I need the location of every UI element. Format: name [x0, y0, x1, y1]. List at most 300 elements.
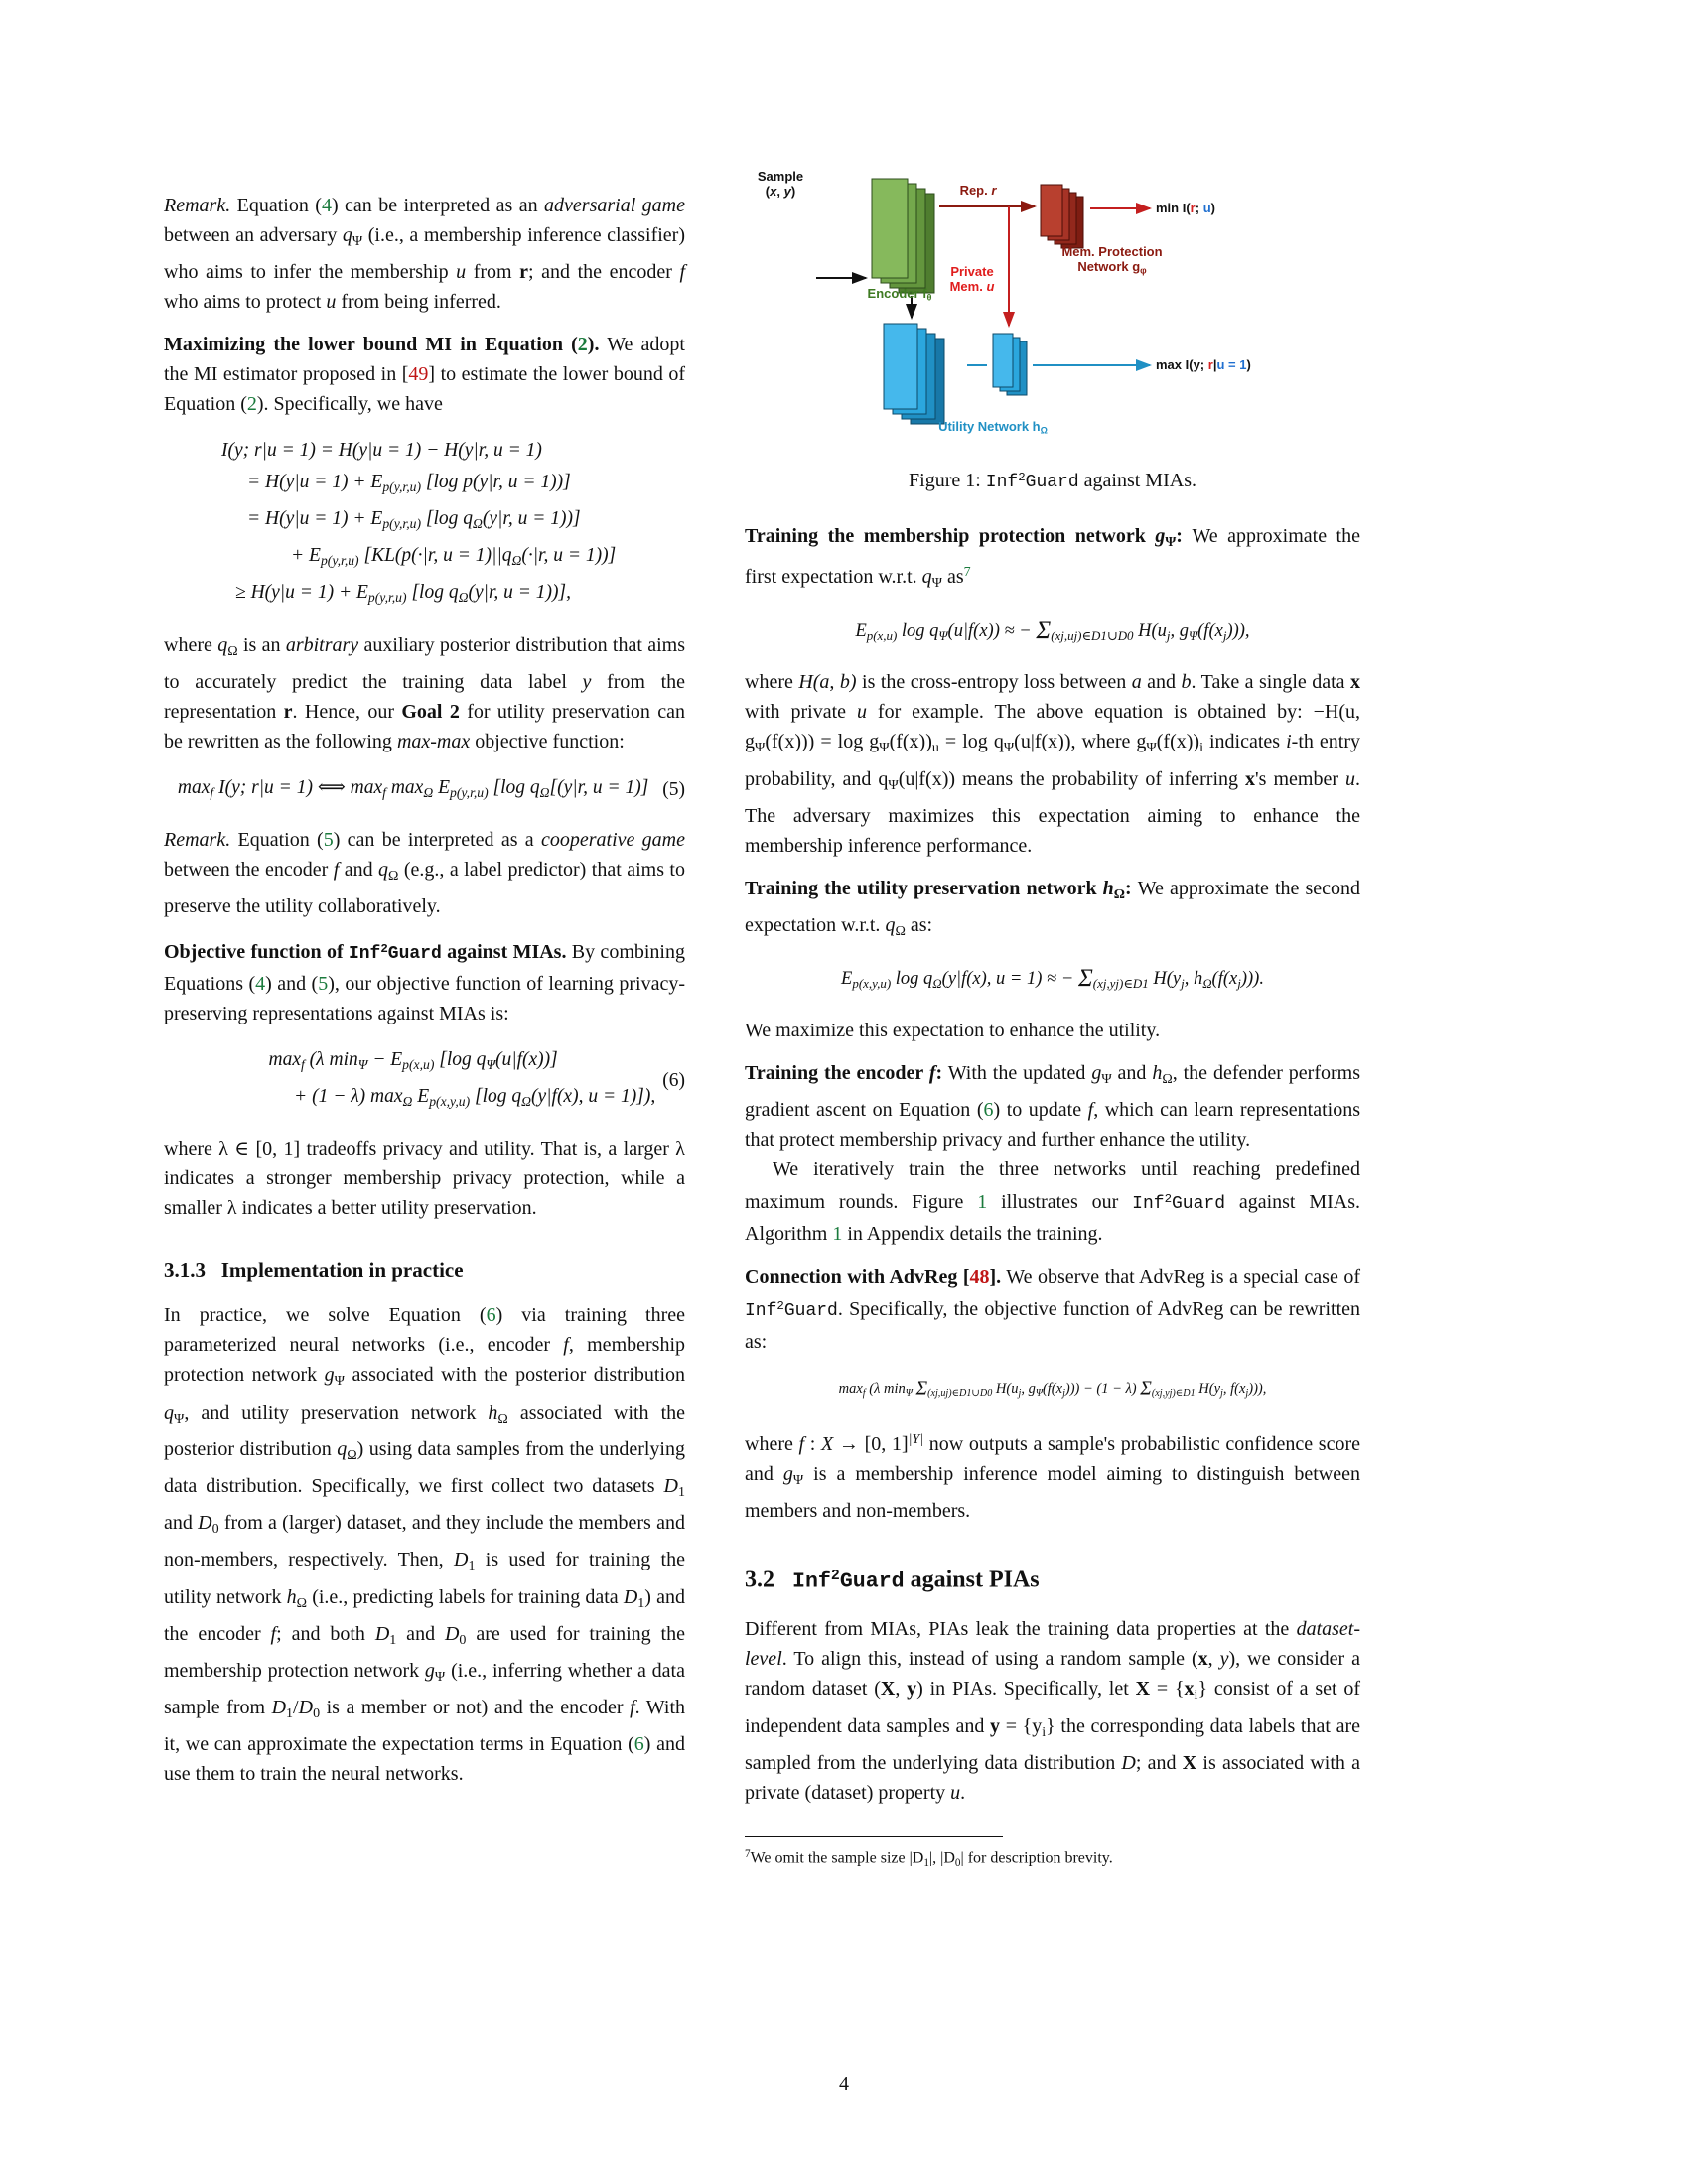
citation-link[interactable]: 49 — [408, 363, 429, 386]
text-run: and — [164, 1512, 199, 1535]
text-run: u — [456, 261, 467, 284]
text-run: , — [1207, 1648, 1220, 1671]
text-run: Σ — [915, 1378, 928, 1400]
paragraph-remark-1 — [164, 191, 685, 317]
paragraph-pias-intro — [745, 1614, 1360, 1807]
text-run: for utility preservation can be rewritten as the following — [164, 700, 686, 752]
utility-network-stack-icon — [884, 324, 944, 424]
text-run: D — [198, 1512, 212, 1535]
ref-link[interactable]: 5 — [323, 828, 334, 851]
ref-link[interactable]: 6 — [983, 1099, 994, 1122]
text-run: , the defender performs gradient ascent on Equation ( — [745, 1062, 1360, 1122]
membership-protection-label-line1 — [1043, 244, 1182, 259]
text-run: Ψ — [357, 1057, 368, 1073]
text-run: 2 — [776, 1299, 784, 1314]
text-run: p(x,y,u) — [429, 1094, 471, 1110]
paragraph-where-q-omega — [164, 630, 685, 756]
text-run: 0 — [459, 1632, 467, 1648]
text-run: . To align this, instead of using a random sample ( — [781, 1648, 1198, 1671]
text-run: y — [783, 184, 791, 199]
text-run: [log q — [470, 1086, 522, 1108]
text-run: (u|f(x)) means the probability of inferring — [898, 767, 1246, 790]
text-run: Sample — [757, 169, 804, 184]
utility-network-head-stack-icon — [993, 334, 1027, 395]
equation-line — [164, 435, 685, 467]
text-run: D — [271, 1697, 287, 1719]
equation-6-line-2 — [225, 1081, 724, 1118]
text-run: , g — [1021, 1380, 1036, 1397]
text-run: 1 — [923, 1856, 929, 1869]
text-run: ; and the encoder — [528, 261, 680, 284]
text-run: ))) − (1 − λ) — [1064, 1380, 1141, 1397]
text-run: i — [1194, 1688, 1198, 1704]
text-run: ) and the encoder — [164, 1585, 685, 1645]
text-run: } consist of a set of independent data samples and — [745, 1678, 1361, 1737]
private-membership-label-line1 — [941, 264, 1003, 279]
text-run: and — [1141, 671, 1182, 694]
equation-membership-approx — [745, 615, 1360, 652]
text-run: ]. — [989, 1266, 1002, 1289]
text-run: p(y,r,u) — [367, 590, 407, 606]
text-run: , membership protection network — [164, 1334, 685, 1387]
text-run: j — [1237, 976, 1241, 992]
max-objective-label — [1156, 357, 1344, 372]
footnote-text — [745, 1843, 1360, 1874]
text-run: i — [1042, 1724, 1047, 1740]
text-run: ; and — [1135, 1751, 1183, 1774]
text-run: Remark. — [164, 828, 231, 851]
membership-protection-label-line2 — [1043, 259, 1182, 279]
text-run: where — [164, 633, 218, 656]
text-run: , which can learn representations that protect membership privacy and further enhance the utility. — [745, 1099, 1360, 1152]
text-run: Ψ — [1146, 741, 1157, 756]
text-run: f — [630, 1697, 635, 1719]
text-run: h — [1102, 877, 1114, 899]
text-run: 2 — [1164, 1192, 1172, 1207]
ref-link[interactable]: 5 — [318, 973, 329, 996]
text-run: f — [679, 261, 685, 284]
text-run: y — [582, 670, 592, 693]
text-run: x — [1350, 671, 1361, 694]
text-run: [log q — [421, 508, 474, 530]
text-run: f — [270, 1622, 277, 1645]
text-run: We approximate the first expectation w.r.t. — [745, 525, 1360, 589]
text-run: associated with the posterior distribution — [344, 1364, 686, 1387]
text-run: Ψ — [486, 1057, 495, 1073]
ref-link[interactable]: 2 — [246, 393, 257, 416]
text-run: , — [776, 184, 784, 199]
text-run: f — [928, 1062, 936, 1085]
text-run: Ω — [521, 1094, 532, 1110]
text-run: Ω — [1162, 1072, 1173, 1088]
text-run: (y|r, u = 1))] — [482, 508, 581, 530]
text-run: [(y|r, u = 1)] — [549, 776, 649, 798]
text-run: (6) — [662, 1070, 685, 1092]
text-run: where — [745, 671, 799, 694]
text-run: , — [895, 1678, 908, 1701]
text-run: Mem. Protection — [1061, 244, 1163, 259]
text-run: (·|r, u = 1))] — [521, 545, 617, 567]
text-run: u — [326, 291, 337, 314]
right-column — [745, 169, 1360, 1874]
text-run: [log q — [488, 776, 540, 798]
paragraph-remark-2 — [164, 825, 685, 921]
text-run: q — [217, 633, 228, 656]
text-run: ), we consider a random dataset ( — [745, 1648, 1360, 1701]
text-run: 's member — [1255, 767, 1345, 790]
text-run: i — [1286, 731, 1292, 753]
ref-link[interactable]: 7 — [963, 565, 971, 581]
text-run: ) and ( — [265, 973, 319, 996]
text-run: Ψ — [888, 777, 899, 793]
text-run: . With it, we can approximate the expectation terms in Equation ( — [164, 1697, 685, 1756]
ref-link[interactable]: 1 — [977, 1191, 988, 1214]
text-run: r — [519, 261, 529, 284]
text-run: Ψ — [1189, 627, 1198, 643]
text-run: E — [841, 969, 853, 990]
sample-label-line1 — [745, 169, 816, 184]
text-run: Σ — [1077, 965, 1093, 993]
footnote — [745, 1836, 1360, 1874]
text-run: [log q — [434, 1049, 487, 1071]
text-run: Ψ — [434, 1670, 446, 1686]
text-run: is associated with a private (dataset) property — [745, 1751, 1360, 1804]
text-run — [774, 1567, 792, 1592]
equation-6-line-1 — [164, 1044, 662, 1081]
ref-link[interactable]: 2 — [577, 334, 588, 356]
text-run: associated with the posterior distribution — [164, 1401, 685, 1460]
text-run: , h — [1184, 969, 1203, 990]
text-run: Ω — [1113, 887, 1125, 903]
text-run: from the representation — [164, 670, 686, 723]
text-run: are used for training the membership protection network — [164, 1622, 685, 1682]
text-run: = {y — [1000, 1714, 1043, 1737]
text-run: We adopt the MI estimator proposed in [ — [164, 334, 685, 386]
text-run: is a member or not) and the encoder — [320, 1697, 631, 1719]
text-run: j — [1062, 1387, 1065, 1399]
text-run: and — [339, 858, 379, 881]
text-run: Inf — [348, 944, 381, 965]
text-run: I(y; r|u = 1) = H(y|u = 1) − H(y|r, u = 1) — [221, 440, 542, 462]
text-run: x — [1184, 1678, 1195, 1701]
text-run: ) and use them to train the neural networks. — [164, 1733, 685, 1786]
paragraph-training-membership-network — [745, 521, 1360, 599]
text-run: ))), — [1226, 620, 1250, 641]
text-run: f — [301, 1057, 305, 1073]
paragraph-maximize-utility — [745, 1016, 1360, 1045]
text-run: and — [396, 1622, 445, 1645]
figure-1-caption — [745, 463, 1360, 497]
equation-line — [164, 577, 685, 614]
text-run: Ω — [932, 976, 942, 992]
equation-membership-approx-body — [745, 615, 1360, 652]
text-run: (y|r, u = 1))], — [468, 582, 571, 604]
text-run: (f(x — [1211, 969, 1238, 990]
text-run: and — [1111, 1062, 1153, 1085]
text-run: Ψ — [352, 234, 363, 250]
paragraph-connection-advreg — [745, 1262, 1360, 1356]
text-run: ), our objective function of learning privacy-preserving representations against MIAs is: — [164, 973, 686, 1025]
text-run: Ω — [1040, 425, 1048, 436]
text-run: Inf — [1132, 1194, 1165, 1215]
ref-link[interactable]: 6 — [486, 1304, 496, 1327]
text-run: u — [986, 279, 995, 294]
page-number: 4 — [839, 2073, 849, 2095]
paragraph-objective-function — [164, 934, 685, 1028]
text-run: ))), — [1248, 1380, 1267, 1397]
text-run: p(y,r,u) — [382, 479, 422, 495]
text-run: q — [378, 858, 389, 881]
text-run: 2 — [380, 942, 388, 957]
text-run: from being inferred. — [336, 291, 501, 314]
text-run: q — [921, 566, 932, 589]
paragraph-training-encoder — [745, 1058, 1360, 1155]
equation-line — [164, 467, 685, 503]
equation-advreg — [745, 1373, 1360, 1410]
text-run: j — [1018, 1387, 1022, 1399]
text-run: , and utility preservation network — [184, 1401, 489, 1424]
text-run: log q — [891, 969, 933, 990]
text-run: against MIAs. Algorithm — [745, 1191, 1360, 1246]
text-run: j — [1245, 1387, 1249, 1399]
text-run: g — [324, 1364, 335, 1387]
text-run: D — [374, 1622, 390, 1645]
text-run: ) — [1210, 201, 1215, 215]
text-run: cooperative game — [540, 828, 685, 851]
text-run: u — [931, 741, 939, 756]
text-run: Ψ — [1003, 741, 1015, 756]
text-run: Utility Network h — [938, 419, 1041, 434]
equation-line — [164, 503, 685, 540]
text-run: |Y| — [908, 1432, 924, 1447]
text-run: With the updated — [942, 1062, 1092, 1085]
text-run: , g — [1170, 620, 1190, 641]
text-run: against MIAs. — [441, 941, 567, 964]
text-run: is used for training the utility network — [164, 1549, 685, 1608]
text-run: y — [907, 1678, 917, 1701]
text-run: Ω — [1202, 976, 1212, 992]
text-run: (xj,yj)∈D1 — [1151, 1387, 1196, 1399]
text-run: x — [1245, 767, 1256, 790]
text-run: in Appendix details the training. — [842, 1223, 1103, 1246]
text-run: D — [663, 1474, 678, 1497]
text-run: X — [880, 1678, 896, 1701]
text-run: with private — [745, 701, 857, 724]
text-run: where — [745, 1433, 799, 1455]
text-run: Ψ — [334, 1374, 345, 1390]
text-run: Ψ — [905, 1387, 913, 1399]
text-run: We omit the sample size |D — [750, 1849, 924, 1867]
text-run: f — [382, 784, 386, 800]
paragraph-iterative-training — [745, 1155, 1360, 1249]
sample-label-line2 — [745, 184, 816, 199]
text-run: Connection with AdvReg [ — [745, 1266, 970, 1289]
text-run: φ — [1140, 265, 1147, 276]
text-run: θ — [926, 292, 932, 303]
text-run: u — [950, 1781, 961, 1804]
text-run: who aims to protect — [164, 291, 327, 314]
equation-5-body — [164, 772, 662, 809]
text-run: y — [1219, 1648, 1229, 1671]
text-run: D — [444, 1622, 460, 1645]
text-run: Σ — [1140, 1378, 1152, 1400]
text-run: D — [453, 1549, 469, 1571]
text-run: p(y,r,u) — [382, 516, 422, 532]
ref-link[interactable]: 4 — [321, 195, 332, 216]
text-run: x — [1197, 1648, 1208, 1671]
text-run: log q — [897, 620, 939, 641]
text-run: Ω — [458, 590, 469, 606]
text-run: against MIAs. — [1078, 470, 1196, 492]
text-run: 0 — [954, 1856, 961, 1869]
text-run: ))). — [1240, 969, 1264, 990]
text-run: (f(x)) — [889, 731, 932, 753]
text-run: max — [838, 1380, 863, 1397]
text-run: ] to estimate the lower bound of Equation ( — [164, 363, 685, 416]
text-run: (f(x))) = log g — [765, 731, 880, 753]
text-run: Ω — [227, 643, 238, 659]
text-run: Ψ — [174, 1411, 185, 1427]
text-run: In practice, we solve Equation ( — [164, 1304, 487, 1327]
text-run: Remark. — [164, 195, 231, 216]
ref-link[interactable]: 1 — [832, 1223, 843, 1246]
text-run: from a (larger) dataset, and they include the members and non-members, respectively. Then, — [164, 1512, 685, 1571]
text-run: ) can be interpreted as an — [331, 195, 545, 216]
text-run: X — [1182, 1751, 1197, 1774]
text-run: (y|f(x), u = 1) ≈ − — [941, 969, 1078, 990]
text-run: 1 — [678, 1485, 685, 1501]
text-run: (y|f(x), u = 1)]), — [531, 1086, 656, 1108]
encoder-stack-icon — [872, 179, 934, 293]
text-run: h — [488, 1401, 498, 1424]
equation-6 — [164, 1044, 685, 1118]
text-run: + E — [291, 545, 321, 567]
footnote-rule — [745, 1836, 1003, 1837]
text-run: (e.g., a label predictor) that aims to preserve the utility collaboratively. — [164, 858, 685, 918]
text-run: Inf — [985, 473, 1019, 493]
text-run: against PIAs — [904, 1567, 1040, 1593]
text-run: j — [1220, 1387, 1223, 1399]
text-run: Ω — [402, 1094, 413, 1110]
text-run: r — [1207, 357, 1213, 372]
text-run: : — [935, 1062, 943, 1085]
text-run: ) in PIAs. Specifically, let — [916, 1678, 1136, 1701]
text-run: . The adversary maximizes this expectation aiming to enhance the membership inference performance. — [745, 767, 1360, 857]
text-run: I(y; r|u = 1) ⟺ max — [213, 776, 383, 798]
text-run: g — [424, 1659, 435, 1682]
text-run: ). — [587, 334, 600, 356]
text-run: Ψ — [755, 741, 766, 756]
text-run: Guard — [387, 944, 442, 965]
equation-5-number — [662, 775, 685, 805]
text-run: max I(y; — [1156, 357, 1208, 372]
text-run: 7 — [745, 1847, 751, 1860]
text-run: Training the utility preservation network — [745, 877, 1103, 899]
text-run: 1 — [468, 1559, 476, 1574]
text-run: between an adversary — [164, 224, 343, 246]
equation-5 — [164, 772, 685, 809]
text-run: . Hence, our — [292, 700, 402, 723]
text-run: Different from MIAs, PIAs leak the training data properties at the — [745, 1618, 1297, 1641]
ref-link[interactable]: 6 — [633, 1733, 644, 1756]
text-run: Training the encoder — [745, 1062, 929, 1085]
text-run: q — [885, 914, 896, 937]
text-run: g — [1091, 1062, 1102, 1085]
text-run: max — [385, 776, 424, 798]
text-run: D — [1121, 1751, 1136, 1774]
membership-protection-stack-icon — [1041, 185, 1083, 248]
text-run: is an — [237, 633, 286, 656]
text-run: Goal 2 — [401, 700, 460, 723]
text-run: X — [821, 1433, 834, 1455]
text-run: Maximizing the lower bound MI in Equation ( — [164, 334, 578, 356]
text-run: Network g — [1077, 259, 1141, 274]
text-run: [log q — [406, 582, 459, 604]
text-run: Equation ( — [230, 828, 324, 851]
text-run: H(y — [1148, 969, 1182, 990]
text-run: We observe that AdvReg is a special case of — [1001, 1266, 1360, 1289]
text-run: (λ min — [865, 1380, 906, 1397]
text-run: By combining Equations ( — [164, 941, 685, 996]
text-run: ( — [765, 184, 771, 199]
text-run: (f(x — [1042, 1380, 1063, 1397]
text-run: Ω — [511, 553, 522, 569]
text-run: f — [333, 858, 340, 881]
representation-label — [943, 183, 1013, 198]
text-run: q — [337, 1437, 348, 1460]
text-run: Inf — [745, 1301, 777, 1322]
text-run: Ψ — [1101, 1072, 1112, 1088]
text-run: (i.e., inferring whether a data sample from — [164, 1659, 685, 1719]
text-run: . Specifically, the objective function of AdvReg can be rewritten as: — [745, 1298, 1360, 1353]
text-run: i — [1199, 741, 1203, 756]
text-run: 1 — [389, 1632, 397, 1648]
text-run: ; and both — [276, 1622, 375, 1645]
text-run: = H(y|u = 1) + E — [247, 472, 383, 493]
text-run: max — [268, 1049, 301, 1071]
text-run: now outputs a sample's probabilistic confidence score and — [745, 1433, 1361, 1485]
utility-network-label — [894, 419, 1092, 439]
text-run: E — [433, 776, 450, 798]
text-run: We maximize this expectation to enhance the utility. — [745, 1020, 1161, 1042]
ref-link[interactable]: 4 — [255, 973, 266, 996]
text-run: (i.e., predicting labels for training data — [307, 1585, 624, 1608]
text-run: We approximate the second expectation w.r.t. — [745, 877, 1360, 937]
text-run: H(u — [992, 1380, 1019, 1397]
text-run: (xj,uj)∈D1∪D0 — [927, 1387, 993, 1399]
text-run: D — [298, 1697, 314, 1719]
citation-link[interactable]: 48 — [969, 1266, 990, 1289]
text-run: is the cross-entropy loss between — [856, 671, 1132, 694]
text-run: r — [1190, 201, 1196, 215]
text-run: X — [1135, 1678, 1151, 1701]
text-run: D — [623, 1585, 638, 1608]
text-run: E — [412, 1086, 430, 1108]
paragraph-cross-entropy — [745, 667, 1360, 860]
text-run: | — [1212, 357, 1217, 372]
text-run: h — [1152, 1062, 1163, 1085]
text-run: Ω — [497, 1411, 508, 1427]
text-run: -th entry probability, and q — [745, 731, 1361, 790]
text-run: Ψ — [792, 1472, 804, 1488]
text-run: Encoder f — [867, 286, 927, 301]
paragraph-maximizing-mi — [164, 330, 685, 419]
text-run: Ω — [388, 869, 399, 885]
text-run: ) can be interpreted as a — [333, 828, 541, 851]
private-membership-label — [941, 264, 1003, 294]
text-run: j — [1166, 627, 1171, 643]
text-run: ) — [790, 184, 796, 199]
